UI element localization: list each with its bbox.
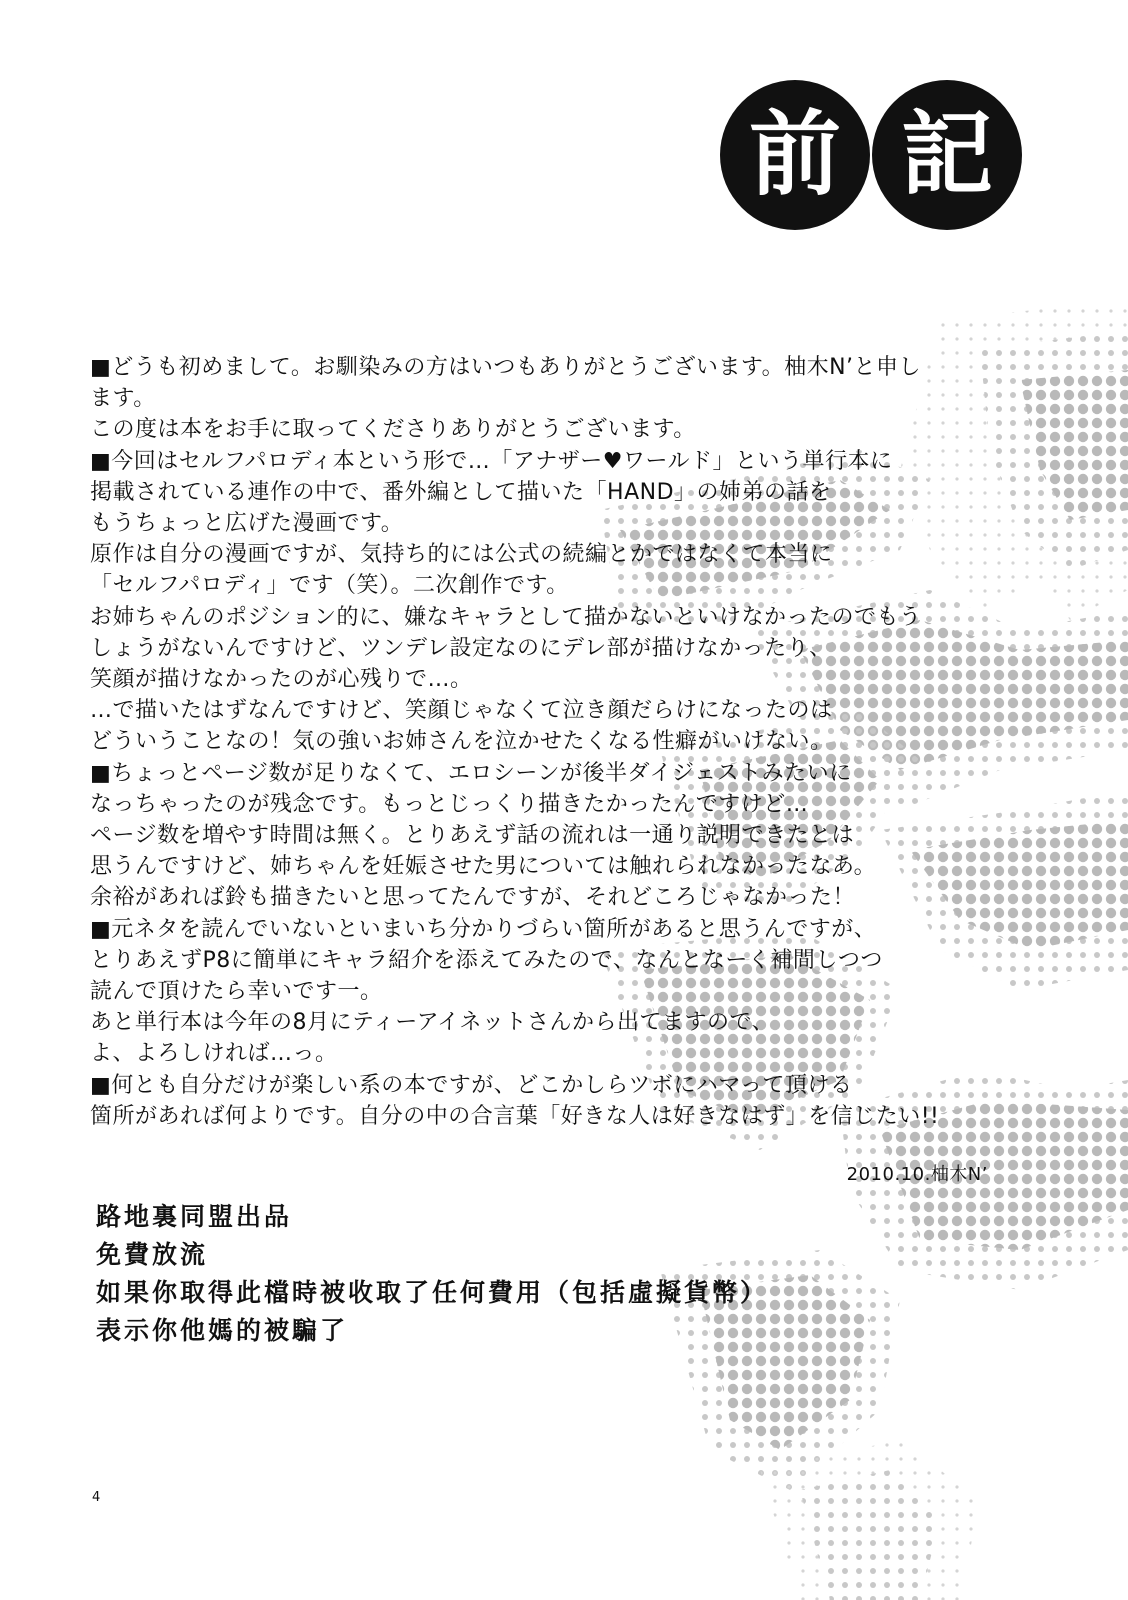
body-line: この度は本をお手に取ってくださりありがとうございます。: [90, 417, 696, 443]
body-line: 笑顔が描けなかったのが心残りで…。: [90, 667, 473, 693]
page-heading: [720, 80, 1040, 230]
body-line: 思うんですけど、姉ちゃんを妊娠させた男については触れられなかったなあ。: [90, 854, 877, 880]
scanlation-line: 如果你取得此檔時被收取了任何費用（包括虛擬貨幣）: [96, 1278, 769, 1307]
body-line: お姉ちゃんのポジション的に、嫌なキャラとして描かないといけなかったのでもう: [90, 604, 922, 630]
body-line: とりあえずP8に簡単にキャラ紹介を添えてみたので、なんとなーく補間しつつ: [90, 947, 883, 973]
body-line: よ、よろしければ…っ。: [90, 1041, 338, 1067]
body-line: 読んで頂けたら幸いです一。: [90, 979, 383, 1005]
date-signature: 2010.10.柚木N’: [846, 1164, 988, 1185]
scanlation-line: 路地裏同盟出品: [96, 1202, 293, 1231]
body-line: 「セルフパロディ」です（笑）。二次創作です。: [90, 573, 569, 599]
page-number: 4: [92, 1490, 101, 1505]
scanlation-credit: [96, 1198, 768, 1350]
scanlation-line: 免費放流: [96, 1240, 209, 1269]
afterword-body: [90, 352, 1010, 1132]
body-line: ■どうも初めまして。お馴染みの方はいつもありがとうございます。柚木N’と申し: [90, 355, 922, 380]
body-line: ■ちょっとページ数が足りなくて、エロシーンが後半ダイジェストみたいに: [90, 760, 852, 786]
body-line: 掲載されている連作の中で、番外編として描いた「HAND」の姉弟の話を: [90, 479, 832, 505]
body-line: ■元ネタを読んでいないといまいち分かりづらい箇所があると思うんですが、: [90, 916, 877, 942]
body-line: 原作は自分の漫画ですが、気持ち的には公式の続編とかではなくて本当に: [90, 542, 833, 568]
body-line: なっちゃったのが残念です。もっとじっくり描きたかったんですけど…: [90, 791, 809, 817]
body-line: ページ数を増やす時間は無く。とりあえず話の流れは一通り説明できたとは: [90, 823, 855, 849]
scanlation-line: 表示你他媽的被騙了: [96, 1316, 349, 1345]
body-line: しょうがないんですけど、ツンデレ設定なのにデレ部が描けなかったり、: [90, 635, 832, 661]
heading-char-2: 記: [872, 80, 1022, 230]
body-line: 余裕があれば鈴も描きたいと思ってたんですが、それどころじゃなかった！: [90, 885, 856, 911]
body-line: 箇所があれば何よりです。自分の中の合言葉「好きな人は好きなはず」を信じたい!!: [90, 1103, 940, 1129]
body-line: ■今回はセルフパロディ本という形で…「アナザー♥ワールド」という単行本に: [90, 448, 893, 474]
body-line: あと単行本は今年の8月にティーアイネットさんから出てますので、: [90, 1010, 774, 1036]
body-line: ■何とも自分だけが楽しい系の本ですが、どこかしらツボにハマって頂ける: [90, 1072, 853, 1098]
heading-char-1: 前: [720, 80, 870, 230]
body-line: どういうことなの！気の強いお姉さんを泣かせたくなる性癖がいけない。: [90, 729, 833, 755]
body-line: …で描いたはずなんですけど、笑顔じゃなくて泣き顔だらけになったのは: [90, 698, 833, 724]
body-line: ます。: [90, 386, 156, 412]
body-line: もうちょっと広げた漫画です。: [90, 511, 404, 537]
